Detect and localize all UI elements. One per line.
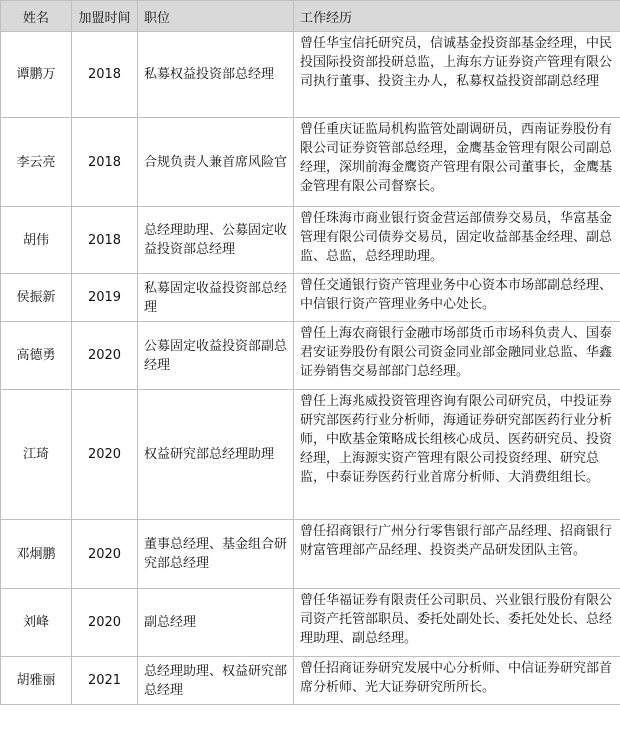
header-row bbox=[1, 1, 620, 32]
cell-position: 公募固定收益投资部副总经理 bbox=[138, 322, 294, 390]
cell-position: 合规负责人兼首席风险官 bbox=[138, 118, 294, 207]
cell-position: 总经理助理、公募固定收益投资部总经理 bbox=[138, 207, 294, 274]
cell-year: 2018 bbox=[72, 207, 138, 274]
cell-name: 高德勇 bbox=[1, 322, 72, 390]
header-name: 姓名 bbox=[1, 1, 72, 32]
cell-position: 私募权益投资部总经理 bbox=[138, 32, 294, 118]
cell-year: 2020 bbox=[72, 322, 138, 390]
cell-name: 刘峰 bbox=[1, 589, 72, 657]
table-row bbox=[1, 322, 620, 390]
cell-experience: 曾任华宝信托研究员，信诚基金投资部基金经理，中民投国际投资部投研总监，上海东方证券资产管理有限公司执行董事、投资主办人，私募权益投资部副总经理 bbox=[294, 32, 620, 118]
cell-experience: 曾任珠海市商业银行资金营运部债券交易员，华富基金管理有限公司债券交易员，固定收益部基金经理、副总监、总监，总经理助理。 bbox=[294, 207, 620, 274]
cell-experience: 曾任交通银行资产管理业务中心资本市场部副总经理、中信银行资产管理业务中心处长。 bbox=[294, 274, 620, 322]
cell-year: 2020 bbox=[72, 390, 138, 520]
cell-experience: 曾任招商证券研究发展中心分析师、中信证券研究部首席分析师、光大证券研究所所长。 bbox=[294, 657, 620, 705]
cell-position: 董事总经理、基金组合研究部总经理 bbox=[138, 520, 294, 589]
cell-position: 权益研究部总经理助理 bbox=[138, 390, 294, 520]
cell-experience: 曾任重庆证监局机构监管处副调研员，西南证券股份有限公司证券资管部总经理，金鹰基金管理有限公司副总经理，深圳前海金鹰资产管理有限公司董事长，金鹰基金管理有限公司督察长。 bbox=[294, 118, 620, 207]
cell-name: 李云亮 bbox=[1, 118, 72, 207]
cell-experience: 曾任招商银行广州分行零售银行部产品经理、招商银行财富管理部产品经理、投资类产品研发团队主管。 bbox=[294, 520, 620, 589]
table-row bbox=[1, 657, 620, 705]
table-row bbox=[1, 390, 620, 520]
cell-name: 胡伟 bbox=[1, 207, 72, 274]
cell-year: 2018 bbox=[72, 32, 138, 118]
table-row bbox=[1, 589, 620, 657]
cell-position: 副总经理 bbox=[138, 589, 294, 657]
table-row bbox=[1, 118, 620, 207]
cell-name: 邓炯鹏 bbox=[1, 520, 72, 589]
cell-name: 谭鹏万 bbox=[1, 32, 72, 118]
header-experience: 工作经历 bbox=[294, 1, 620, 32]
cell-name: 侯振新 bbox=[1, 274, 72, 322]
cell-year: 2018 bbox=[72, 118, 138, 207]
cell-year: 2019 bbox=[72, 274, 138, 322]
cell-name: 胡雅丽 bbox=[1, 657, 72, 705]
cell-experience: 曾任上海农商银行金融市场部货币市场科负责人、国泰君安证券股份有限公司资金同业部金融同业总监、华鑫证券销售交易部部门总经理。 bbox=[294, 322, 620, 390]
cell-year: 2020 bbox=[72, 589, 138, 657]
table-row bbox=[1, 207, 620, 274]
table-row bbox=[1, 32, 620, 118]
header-join-year: 加盟时间 bbox=[72, 1, 138, 32]
cell-position: 总经理助理、权益研究部总经理 bbox=[138, 657, 294, 705]
cell-name: 江琦 bbox=[1, 390, 72, 520]
table-row bbox=[1, 274, 620, 322]
cell-year: 2021 bbox=[72, 657, 138, 705]
cell-experience: 曾任华福证券有限责任公司职员、兴业银行股份有限公司资产托管部职员、委托处副处长、委托处处长、总经理助理、副总经理。 bbox=[294, 589, 620, 657]
header-position: 职位 bbox=[138, 1, 294, 32]
cell-experience: 曾任上海兆威投资管理咨询有限公司研究员，中投证券研究部医药行业分析师，海通证券研究部医药行业分析师，中欧基金策略成长组核心成员、医药研究员、投资经理，上海源实资产管理有限公司投资经理、研究总监，中泰证券医药行业首席分析师、大消费组组长。 bbox=[294, 390, 620, 520]
table-row bbox=[1, 520, 620, 589]
cell-year: 2020 bbox=[72, 520, 138, 589]
cell-position: 私募固定收益投资部总经理 bbox=[138, 274, 294, 322]
